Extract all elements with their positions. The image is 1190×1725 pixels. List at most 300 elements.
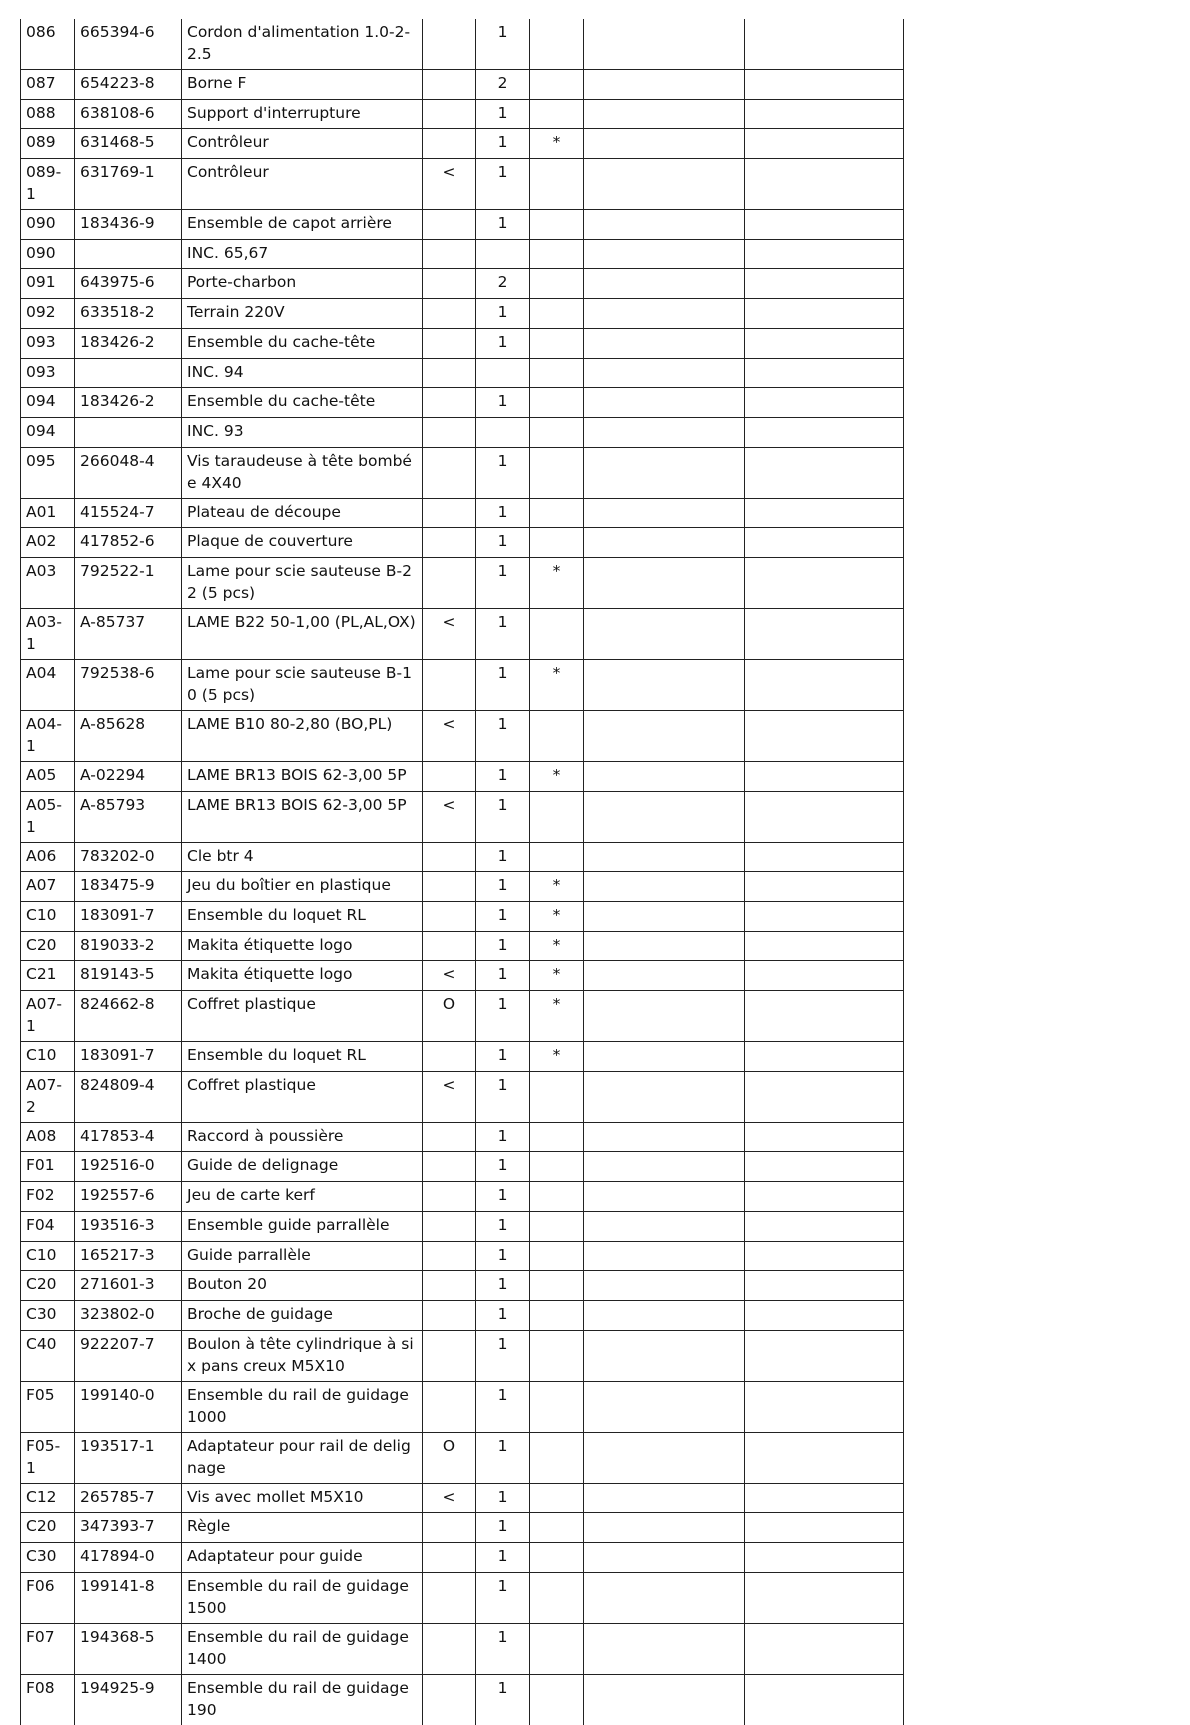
flag-cell [530,447,584,498]
table-row [21,1572,904,1623]
table-row [21,659,904,710]
note-cell [584,19,745,70]
part-number-cell: 194368-5 [75,1623,182,1674]
note-cell [745,1122,904,1152]
description-cell: Ensemble de capot arrière [182,210,423,240]
item-number-cell: F05-1 [21,1432,75,1483]
flag-cell: * [530,1042,584,1072]
flag-cell [530,1122,584,1152]
flag-cell: * [530,902,584,932]
flag-cell [530,1241,584,1271]
item-number-cell: A03 [21,557,75,608]
note-cell [745,269,904,299]
note-cell [745,991,904,1042]
part-number-cell: 922207-7 [75,1330,182,1381]
note-cell [584,1122,745,1152]
table-row [21,1674,904,1725]
flag-cell [530,388,584,418]
part-number-cell: 824662-8 [75,991,182,1042]
table-row [21,99,904,129]
flag-cell [530,1674,584,1725]
flag-cell: * [530,129,584,159]
part-number-cell: 792538-6 [75,659,182,710]
part-number-cell: 199141-8 [75,1572,182,1623]
mark-cell [423,1211,476,1241]
description-cell: INC. 65,67 [182,239,423,269]
description-cell: Coffret plastique [182,1071,423,1122]
item-number-cell: 090 [21,239,75,269]
quantity-cell: 1 [476,1572,530,1623]
description-cell: LAME B22 50-1,00 (PL,AL,OX) [182,608,423,659]
note-cell [745,239,904,269]
mark-cell [423,129,476,159]
note-cell [745,1674,904,1725]
item-number-cell: 086 [21,19,75,70]
note-cell [745,902,904,932]
note-cell [745,557,904,608]
description-cell: Borne F [182,70,423,100]
item-number-cell: 094 [21,417,75,447]
part-number-cell: 165217-3 [75,1241,182,1271]
description-cell: Ensemble guide parrallèle [182,1211,423,1241]
description-cell: Jeu du boîtier en plastique [182,872,423,902]
note-cell [584,557,745,608]
quantity-cell: 1 [476,872,530,902]
description-cell: Adaptateur pour rail de delignage [182,1432,423,1483]
note-cell [745,70,904,100]
item-number-cell: F02 [21,1182,75,1212]
mark-cell [423,557,476,608]
part-number-cell: 417894-0 [75,1542,182,1572]
flag-cell [530,1182,584,1212]
table-row [21,417,904,447]
flag-cell [530,19,584,70]
note-cell [584,1572,745,1623]
item-number-cell: 088 [21,99,75,129]
description-cell: Ensemble du loquet RL [182,1042,423,1072]
item-number-cell: F07 [21,1623,75,1674]
note-cell [745,608,904,659]
flag-cell: * [530,761,584,791]
item-number-cell: A02 [21,528,75,558]
description-cell: LAME B10 80-2,80 (BO,PL) [182,710,423,761]
table-row [21,70,904,100]
note-cell [584,1674,745,1725]
mark-cell [423,1674,476,1725]
table-row [21,447,904,498]
part-number-cell: 271601-3 [75,1271,182,1301]
note-cell [745,328,904,358]
note-cell [745,931,904,961]
note-cell [584,328,745,358]
note-cell [745,1330,904,1381]
mark-cell [423,99,476,129]
table-row [21,388,904,418]
part-number-cell: 643975-6 [75,269,182,299]
mark-cell [423,388,476,418]
flag-cell [530,608,584,659]
description-cell: Contrôleur [182,129,423,159]
quantity-cell: 1 [476,447,530,498]
description-cell: Cle btr 4 [182,842,423,872]
description-cell: Plateau de découpe [182,498,423,528]
quantity-cell: 1 [476,710,530,761]
quantity-cell: 1 [476,1271,530,1301]
table-row [21,791,904,842]
quantity-cell: 1 [476,129,530,159]
mark-cell [423,210,476,240]
item-number-cell: C20 [21,1513,75,1543]
part-number-cell: 192557-6 [75,1182,182,1212]
note-cell [584,1623,745,1674]
note-cell [745,1623,904,1674]
quantity-cell: 1 [476,1542,530,1572]
description-cell: INC. 93 [182,417,423,447]
note-cell [745,99,904,129]
item-number-cell: A04 [21,659,75,710]
table-row [21,761,904,791]
description-cell: Boulon à tête cylindrique à six pans creux M5X10 [182,1330,423,1381]
table-row [21,1211,904,1241]
flag-cell [530,159,584,210]
mark-cell [423,1122,476,1152]
table-row [21,557,904,608]
item-number-cell: 093 [21,358,75,388]
note-cell [745,528,904,558]
note-cell [745,1572,904,1623]
flag-cell [530,1271,584,1301]
quantity-cell: 1 [476,1241,530,1271]
description-cell: Ensemble du cache-tête [182,388,423,418]
part-number-cell: 783202-0 [75,842,182,872]
table-row [21,1513,904,1543]
note-cell [584,269,745,299]
quantity-cell: 1 [476,902,530,932]
note-cell [745,19,904,70]
flag-cell [530,498,584,528]
item-number-cell: F04 [21,1211,75,1241]
description-cell: INC. 94 [182,358,423,388]
mark-cell: O [423,991,476,1042]
mark-cell [423,1330,476,1381]
part-number-cell: 183426-2 [75,388,182,418]
item-number-cell: C10 [21,902,75,932]
flag-cell [530,1330,584,1381]
item-number-cell: C30 [21,1300,75,1330]
note-cell [745,1483,904,1513]
part-number-cell: 819033-2 [75,931,182,961]
note-cell [745,1182,904,1212]
quantity-cell: 1 [476,1182,530,1212]
mark-cell [423,659,476,710]
table-row [21,1241,904,1271]
item-number-cell: F08 [21,1674,75,1725]
description-cell: Vis avec mollet M5X10 [182,1483,423,1513]
table-row [21,931,904,961]
part-number-cell: 183475-9 [75,872,182,902]
description-cell: Porte-charbon [182,269,423,299]
note-cell [745,842,904,872]
table-row [21,991,904,1042]
part-number-cell: A-85628 [75,710,182,761]
note-cell [584,961,745,991]
note-cell [745,791,904,842]
table-row [21,129,904,159]
part-number-cell: 183436-9 [75,210,182,240]
note-cell [745,1432,904,1483]
mark-cell [423,1271,476,1301]
quantity-cell: 1 [476,931,530,961]
part-number-cell: 199140-0 [75,1381,182,1432]
flag-cell [530,1483,584,1513]
flag-cell [530,791,584,842]
part-number-cell: 183091-7 [75,1042,182,1072]
description-cell: Ensemble du cache-tête [182,328,423,358]
flag-cell: * [530,557,584,608]
part-number-cell: 819143-5 [75,961,182,991]
item-number-cell: 093 [21,328,75,358]
table-row [21,1152,904,1182]
note-cell [745,1211,904,1241]
item-number-cell: C10 [21,1042,75,1072]
table-row [21,961,904,991]
note-cell [745,299,904,329]
item-number-cell: C30 [21,1542,75,1572]
mark-cell: < [423,1483,476,1513]
item-number-cell: A01 [21,498,75,528]
flag-cell: * [530,961,584,991]
note-cell [584,1152,745,1182]
description-cell: Ensemble du rail de guidage 1000 [182,1381,423,1432]
item-number-cell: 091 [21,269,75,299]
description-cell: Contrôleur [182,159,423,210]
table-row [21,902,904,932]
flag-cell [530,1381,584,1432]
note-cell [745,210,904,240]
table-row [21,1300,904,1330]
mark-cell [423,1572,476,1623]
flag-cell: * [530,872,584,902]
part-number-cell: 266048-4 [75,447,182,498]
mark-cell: < [423,961,476,991]
description-cell: Support d'interrupture [182,99,423,129]
note-cell [584,1542,745,1572]
part-number-cell: 633518-2 [75,299,182,329]
mark-cell [423,328,476,358]
note-cell [745,1152,904,1182]
mark-cell [423,1241,476,1271]
part-number-cell: 654223-8 [75,70,182,100]
flag-cell [530,99,584,129]
part-number-cell: 347393-7 [75,1513,182,1543]
item-number-cell: A03-1 [21,608,75,659]
table-row [21,328,904,358]
quantity-cell: 1 [476,1071,530,1122]
note-cell [584,991,745,1042]
note-cell [584,388,745,418]
item-number-cell: 089 [21,129,75,159]
note-cell [745,710,904,761]
table-row [21,19,904,70]
note-cell [584,498,745,528]
quantity-cell: 1 [476,1042,530,1072]
quantity-cell: 1 [476,791,530,842]
quantity-cell: 1 [476,1152,530,1182]
note-cell [584,447,745,498]
part-number-cell: 415524-7 [75,498,182,528]
mark-cell: < [423,159,476,210]
flag-cell: * [530,659,584,710]
flag-cell [530,1623,584,1674]
note-cell [745,1300,904,1330]
part-number-cell: 638108-6 [75,99,182,129]
item-number-cell: F06 [21,1572,75,1623]
flag-cell [530,358,584,388]
item-number-cell: C10 [21,1241,75,1271]
note-cell [745,1513,904,1543]
mark-cell [423,1542,476,1572]
table-row [21,1381,904,1432]
note-cell [584,842,745,872]
note-cell [584,1241,745,1271]
note-cell [584,1071,745,1122]
note-cell [584,129,745,159]
quantity-cell: 1 [476,557,530,608]
quantity-cell [476,358,530,388]
note-cell [584,872,745,902]
part-number-cell [75,358,182,388]
description-cell: Makita étiquette logo [182,931,423,961]
part-number-cell: 792522-1 [75,557,182,608]
mark-cell: O [423,1432,476,1483]
part-number-cell [75,417,182,447]
quantity-cell: 1 [476,1432,530,1483]
part-number-cell: 665394-6 [75,19,182,70]
description-cell: Lame pour scie sauteuse B-22 (5 pcs) [182,557,423,608]
description-cell: Lame pour scie sauteuse B-10 (5 pcs) [182,659,423,710]
part-number-cell: 631769-1 [75,159,182,210]
note-cell [584,931,745,961]
note-cell [584,710,745,761]
quantity-cell: 1 [476,388,530,418]
note-cell [584,761,745,791]
note-cell [745,659,904,710]
description-cell: Terrain 220V [182,299,423,329]
quantity-cell: 1 [476,159,530,210]
table-row [21,1483,904,1513]
table-row [21,1623,904,1674]
note-cell [745,1542,904,1572]
description-cell: Règle [182,1513,423,1543]
quantity-cell: 1 [476,761,530,791]
note-cell [745,1271,904,1301]
table-row [21,1042,904,1072]
flag-cell [530,417,584,447]
note-cell [745,129,904,159]
item-number-cell: A08 [21,1122,75,1152]
item-number-cell: 092 [21,299,75,329]
item-number-cell: A06 [21,842,75,872]
mark-cell [423,1152,476,1182]
quantity-cell: 1 [476,1381,530,1432]
flag-cell [530,328,584,358]
note-cell [584,902,745,932]
description-cell: Ensemble du rail de guidage 1500 [182,1572,423,1623]
item-number-cell: 094 [21,388,75,418]
note-cell [584,358,745,388]
quantity-cell: 1 [476,210,530,240]
quantity-cell: 1 [476,328,530,358]
flag-cell [530,710,584,761]
mark-cell [423,528,476,558]
item-number-cell: A05 [21,761,75,791]
note-cell [745,872,904,902]
note-cell [584,210,745,240]
note-cell [745,961,904,991]
part-number-cell: 193517-1 [75,1432,182,1483]
description-cell: Jeu de carte kerf [182,1182,423,1212]
quantity-cell: 1 [476,1211,530,1241]
quantity-cell: 1 [476,528,530,558]
note-cell [584,791,745,842]
mark-cell: < [423,791,476,842]
note-cell [584,1211,745,1241]
note-cell [745,1071,904,1122]
description-cell: LAME BR13 BOIS 62-3,00 5P [182,761,423,791]
mark-cell [423,1513,476,1543]
description-cell: Ensemble du rail de guidage 190 [182,1674,423,1725]
note-cell [745,388,904,418]
part-number-cell [75,239,182,269]
quantity-cell: 1 [476,1330,530,1381]
item-number-cell: F05 [21,1381,75,1432]
item-number-cell: 087 [21,70,75,100]
table-row [21,1122,904,1152]
table-row [21,358,904,388]
mark-cell [423,1623,476,1674]
flag-cell [530,70,584,100]
quantity-cell: 2 [476,70,530,100]
mark-cell [423,498,476,528]
item-number-cell: A04-1 [21,710,75,761]
quantity-cell: 1 [476,19,530,70]
mark-cell [423,19,476,70]
quantity-cell: 2 [476,269,530,299]
part-number-cell: 323802-0 [75,1300,182,1330]
note-cell [745,417,904,447]
mark-cell [423,872,476,902]
part-number-cell: 192516-0 [75,1152,182,1182]
note-cell [584,70,745,100]
mark-cell [423,269,476,299]
part-number-cell: 824809-4 [75,1071,182,1122]
description-cell: Ensemble du loquet RL [182,902,423,932]
mark-cell [423,299,476,329]
mark-cell [423,1042,476,1072]
item-number-cell: C20 [21,931,75,961]
flag-cell [530,528,584,558]
description-cell: Raccord à poussière [182,1122,423,1152]
table-row [21,210,904,240]
description-cell: Broche de guidage [182,1300,423,1330]
note-cell [584,239,745,269]
item-number-cell: C40 [21,1330,75,1381]
note-cell [584,159,745,210]
note-cell [745,498,904,528]
mark-cell: < [423,710,476,761]
description-cell: Adaptateur pour guide [182,1542,423,1572]
flag-cell [530,1432,584,1483]
